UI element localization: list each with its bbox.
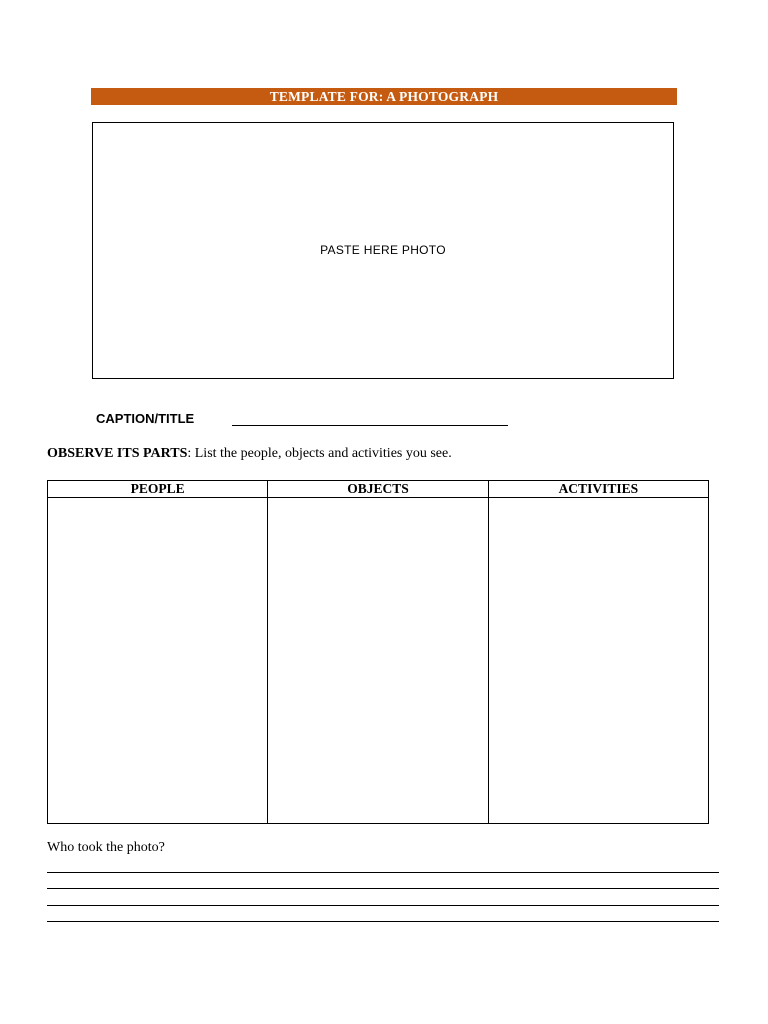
parts-table-row <box>48 498 709 824</box>
answer-line-1[interactable] <box>47 872 719 873</box>
caption-input-line[interactable] <box>232 425 508 426</box>
column-header-activities: ACTIVITIES <box>488 481 708 498</box>
answer-line-3[interactable] <box>47 905 719 906</box>
people-cell[interactable] <box>48 498 268 824</box>
answer-line-2[interactable] <box>47 888 719 889</box>
observe-text: : List the people, objects and activities you see. <box>187 446 452 461</box>
template-title-bar <box>91 88 677 105</box>
observe-instruction <box>47 446 452 462</box>
photo-drop-area[interactable] <box>92 122 674 379</box>
activities-cell[interactable] <box>488 498 708 824</box>
objects-cell[interactable] <box>268 498 488 824</box>
column-header-people: PEOPLE <box>48 481 268 498</box>
answer-line-4[interactable] <box>47 921 719 922</box>
column-header-objects: OBJECTS <box>268 481 488 498</box>
caption-label: CAPTION/TITLE <box>96 411 195 426</box>
photo-placeholder-text: PASTE HERE PHOTO <box>320 243 446 257</box>
template-title: TEMPLATE FOR: A PHOTOGRAPH <box>269 89 499 104</box>
who-took-photo-question: Who took the photo? <box>47 840 165 855</box>
parts-table-header-row <box>48 481 709 498</box>
observe-heading: OBSERVE ITS PARTS <box>47 446 188 461</box>
parts-table <box>47 480 709 824</box>
